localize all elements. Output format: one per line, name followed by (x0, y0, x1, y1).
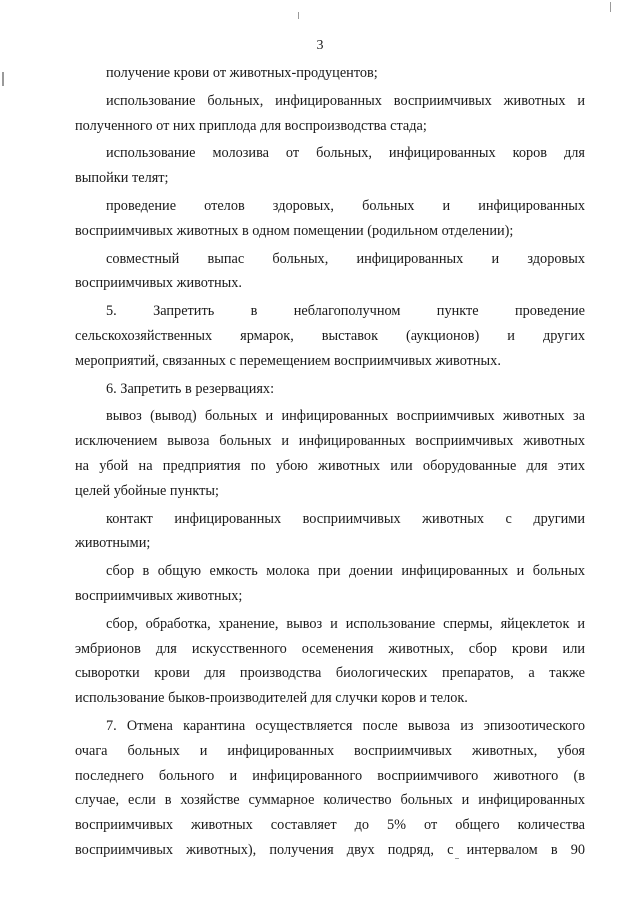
scan-artifact-mark (2, 72, 4, 86)
text-line: полученного от них приплода для воспроизводства стада; (75, 117, 427, 134)
text-line: эмбрионов для искусственного осеменения животных, сбор крови или (75, 640, 585, 657)
scan-artifact-mark (455, 858, 459, 859)
text-line: использование быков-производителей для случки коров и телок. (75, 690, 468, 707)
text-line: 7. Отмена карантина осуществляется после вывоза из эпизоотического (106, 717, 585, 734)
text-line: животными; (75, 535, 151, 552)
text-line: целей убойные пункты; (75, 482, 219, 499)
text-line: получение крови от животных-продуцентов; (106, 65, 378, 81)
text-line: сбор в общую емкость молока при доении инфицированных и больных (106, 563, 585, 580)
text-line: проведение отелов здоровых, больных и инфицированных (106, 197, 585, 214)
text-line: восприимчивых животных; (75, 587, 243, 604)
text-line: использование молозива от больных, инфицированных коров для (106, 145, 585, 162)
text-line: восприимчивых животных), получения двух подряд, с интервалом в 90 (75, 841, 585, 858)
scan-artifact-mark (298, 12, 299, 19)
text-line: сбор, обработка, хранение, вывоз и использование спермы, яйцеклеток и (106, 615, 585, 632)
text-line: 5. Запретить в неблагополучном пункте проведение (106, 303, 585, 320)
document-body (75, 61, 585, 863)
text-line: совместный выпас больных, инфицированных и здоровых (106, 250, 585, 267)
page-number: 3 (316, 38, 324, 53)
text-line: последнего больного и инфицированного восприимчивого животного (в (75, 767, 585, 784)
text-line: очага больных и инфицированных восприимчивых животных, убоя (75, 742, 585, 759)
text-line: на убой на предприятия по убою животных или оборудованные для этих (75, 457, 585, 474)
text-line: исключением вывоза больных и инфицированных восприимчивых животных (75, 433, 585, 450)
text-line: восприимчивых животных. (75, 275, 242, 292)
text-line: случае, если в хозяйстве суммарное количество больных и инфицированных (75, 792, 585, 809)
scan-artifact-mark (610, 2, 611, 12)
text-line: использование больных, инфицированных восприимчивых животных и (106, 92, 585, 109)
text-line: 6. Запретить в резервациях: (106, 380, 275, 397)
text-line: вывоз (вывод) больных и инфицированных восприимчивых животных за (106, 408, 585, 425)
text-line: восприимчивых животных составляет до 5% от общего количества (75, 817, 585, 834)
text-line: восприимчивых животных в одном помещении (родильном отделении); (75, 222, 514, 239)
text-line: сыворотки крови для производства биологических препаратов, а также (75, 665, 585, 682)
text-line: мероприятий, связанных с перемещением восприимчивых животных. (75, 352, 501, 369)
text-line: контакт инфицированных восприимчивых животных с другими (106, 510, 585, 527)
text-line: сельскохозяйственных ярмарок, выставок (аукционов) и других (75, 327, 585, 344)
text-line: выпойки телят; (75, 170, 169, 187)
